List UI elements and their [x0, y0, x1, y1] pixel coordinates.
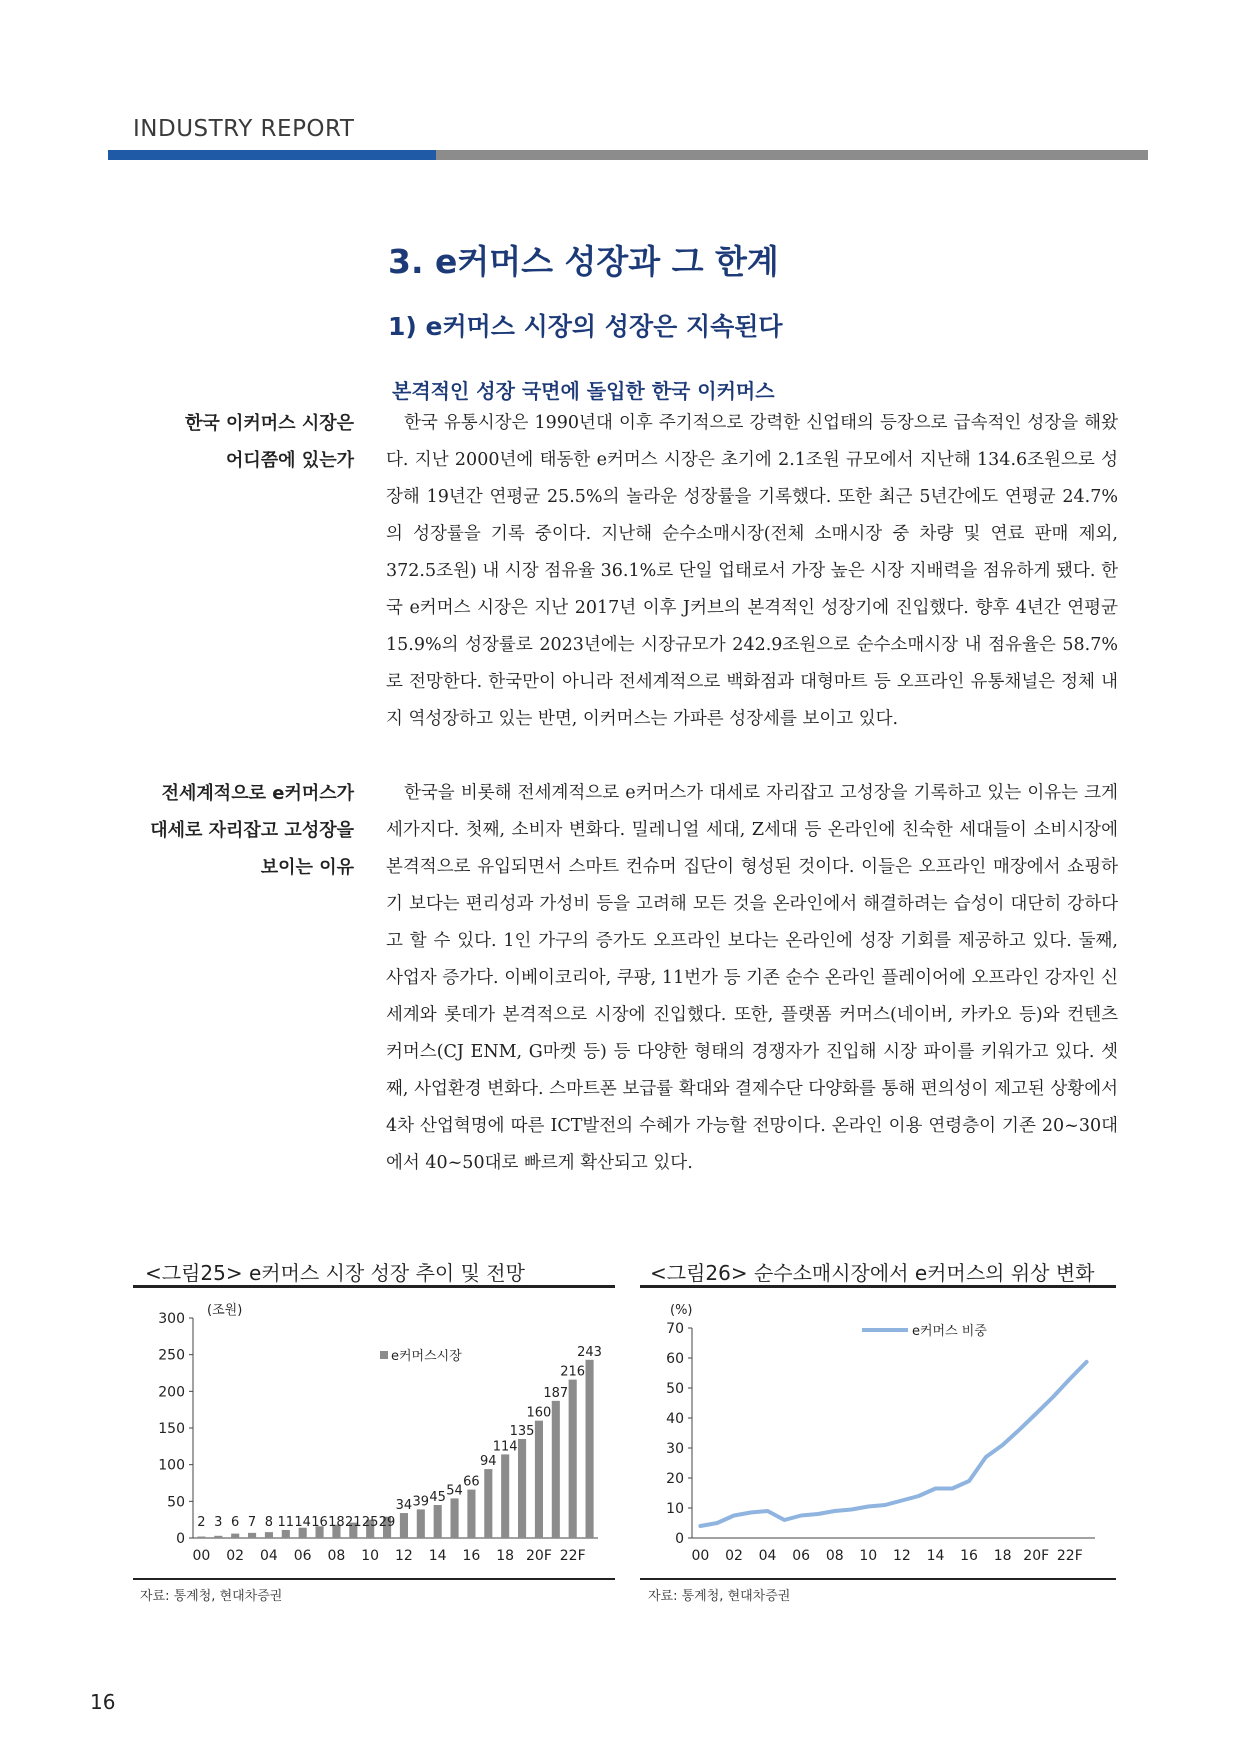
figure-26-bottom-rule — [640, 1578, 1116, 1580]
x-tick-label: 08 — [825, 1548, 844, 1564]
bar — [434, 1505, 442, 1538]
y-tick-label: 200 — [158, 1384, 185, 1401]
x-tick-label: 16 — [462, 1548, 481, 1564]
x-tick-label: 14 — [926, 1548, 945, 1564]
bar-value-label: 14 — [294, 1515, 311, 1530]
y-tick-label: 0 — [675, 1531, 684, 1547]
figure-25-top-rule — [133, 1285, 615, 1288]
x-tick-label: 22F — [1056, 1548, 1083, 1564]
y-tick-label: 150 — [158, 1421, 185, 1437]
bar-value-label: 11 — [277, 1515, 295, 1530]
bar-value-label: 243 — [577, 1344, 602, 1360]
bar — [586, 1360, 594, 1538]
y-tick-label: 30 — [666, 1441, 684, 1457]
page-number: 16 — [90, 1690, 116, 1714]
bar — [214, 1536, 222, 1538]
y-tick-label: 50 — [167, 1494, 185, 1511]
bar — [501, 1454, 509, 1538]
bar-value-label: 6 — [231, 1515, 240, 1530]
bar — [569, 1380, 577, 1538]
header-rule — [436, 150, 1148, 160]
bar — [265, 1532, 273, 1538]
paragraph-1: 한국 유통시장은 1990년대 이후 주기적으로 강력한 신업태의 등장으로 급속적인 성장을 해왔다. 지난 2000년에 태동한 e커머스 시장은 초기에 2.1조원 규모에서 지난해 134.6조원으로 성장해 19년간 연평균 25.5%의 놀라운 성장률을 기록했다. 또한 최근 5년간에도 연평균 24.7%의 성장률을 기록 중이다. 지난해 순수소매시장(전체 소매시장 중 차량 및 연료 판매 제외, 372.5조원) 내 시장 점유율 36.1%로 단일 업태로서 가장 높은 시장 지배력을 점유하게 됐다. 한국 e커머스 시장은 지난 2017년 이후 J커브의 본격적인 성장기에 진입했다. 향후 4년간 연평균 15.9%의 성장률로 2023년에는 시장규모가 242.9조원으로 순수소매시장 내 점유율은 58.7%로 전망한다. 한국만이 아니라 전세계적으로 백화점과 대형마트 등 오프라인 유통채널은 정체 내지 역성장하고 있는 반면, 이커머스는 가파른 성장세를 보이고 있다. — [386, 413, 1118, 729]
bar — [535, 1421, 543, 1538]
y-tick-label: 250 — [158, 1347, 185, 1364]
unit-label: (조원) — [207, 1303, 243, 1318]
paragraph-2: 한국을 비롯해 전세계적으로 e커머스가 대세로 자리잡고 고성장을 기록하고 있는 이유는 크게 세가지다. 첫째, 소비자 변화다. 밀레니얼 세대, Z세대 등 온라인에 친숙한 세대들이 소비시장에 본격적으로 유입되면서 스마트 컨슈머 집단이 형성된 것이다. 이들은 오프라인 매장에서 쇼핑하기 보다는 편리성과 가성비 등을 고려해 모든 것을 온라인에서 해결하려는 습성이 대단히 강하다고 할 수 있다. 1인 가구의 증가도 오프라인 보다는 온라인에 성장 기회를 제공하고 있다. 둘째, 사업자 증가다. 이베이코리아, 쿠팡, 11번가 등 기존 순수 온라인 플레이어에 오프라인 강자인 신세계와 롯데가 본격적으로 시장에 진입했다. 또한, 플랫폼 커머스(네이버, 카카오 등)와 컨텐츠 커머스(CJ ENM, G마켓 등) 등 다양한 형태의 경쟁자가 진입해 시장 파이를 키워가고 있다. 셋째, 사업환경 변화다. 스마트폰 보급률 확대와 결제수단 다양화를 통해 편의성이 제고된 상황에서 4차 산업혁명에 따른 ICT발전의 수혜가 가능할 전망이다. 온라인 이용 연령층이 기존 20~30대에서 40~50대로 빠르게 확산되고 있다. — [386, 783, 1118, 1173]
y-tick-label: 10 — [666, 1501, 684, 1517]
bar-value-label: 160 — [526, 1405, 552, 1421]
x-tick-label: 04 — [758, 1548, 777, 1564]
y-tick-label: 300 — [158, 1311, 185, 1327]
x-tick-label: 00 — [691, 1548, 710, 1564]
bar-value-label: 18 — [328, 1515, 345, 1530]
bar-value-label: 21 — [345, 1515, 362, 1530]
report-label: INDUSTRY REPORT — [133, 116, 355, 142]
x-tick-label: 08 — [327, 1548, 346, 1564]
figure-26-line-chart — [640, 1290, 1116, 1576]
bar-value-label: 7 — [247, 1515, 257, 1530]
bar-value-label: 29 — [378, 1515, 396, 1530]
bar — [400, 1513, 408, 1538]
x-tick-label: 20F — [1023, 1548, 1050, 1564]
sub-heading: 본격적인 성장 국면에 돌입한 한국 이커머스 — [392, 379, 775, 403]
side-note-1-line: 어디쯤에 있는가 — [226, 450, 354, 471]
y-tick-label: 50 — [666, 1381, 684, 1397]
bar-value-label: 114 — [492, 1439, 518, 1455]
x-tick-label: 04 — [260, 1548, 278, 1564]
x-tick-label: 20F — [526, 1548, 552, 1564]
y-tick-label: 40 — [666, 1411, 684, 1427]
legend-label: e커머스시장 — [391, 1349, 462, 1364]
x-tick-label: 10 — [859, 1548, 878, 1564]
bar — [282, 1530, 290, 1538]
side-note-1-line: 한국 이커머스 시장은 — [184, 413, 354, 434]
bar-value-label: 66 — [463, 1474, 480, 1490]
x-tick-label: 02 — [226, 1548, 245, 1564]
bar — [467, 1490, 475, 1538]
side-note-2 — [150, 775, 354, 886]
y-tick-label: 100 — [158, 1457, 185, 1474]
bar-value-label: 3 — [214, 1515, 223, 1530]
figure-26-top-rule — [640, 1285, 1116, 1288]
side-note-2-line: 대세로 자리잡고 고성장을 — [150, 820, 354, 841]
bar-value-label: 25 — [361, 1515, 379, 1530]
figure-25-title: <그림25> e커머스 시장 성장 추이 및 전망 — [145, 1261, 525, 1285]
figure-25-bottom-rule — [133, 1578, 615, 1580]
figure-26-source: 자료: 통계청, 현대차증권 — [648, 1589, 791, 1604]
x-tick-label: 00 — [192, 1548, 211, 1564]
y-tick-label: 20 — [666, 1471, 684, 1487]
bar-value-label: 54 — [446, 1483, 463, 1499]
bar-value-label: 34 — [395, 1498, 413, 1514]
x-tick-label: 16 — [960, 1548, 978, 1564]
legend-swatch — [380, 1351, 388, 1359]
bar-value-label: 16 — [311, 1515, 328, 1530]
bar — [248, 1533, 256, 1538]
unit-label: (%) — [670, 1303, 693, 1318]
x-tick-label: 12 — [892, 1548, 911, 1564]
x-tick-label: 22F — [559, 1548, 586, 1564]
section-title: 3. e커머스 성장과 그 한계 — [388, 242, 779, 281]
bar — [451, 1498, 459, 1538]
side-note-2-line: 보이는 이유 — [260, 857, 354, 878]
bar-value-label: 94 — [480, 1454, 497, 1470]
x-tick-label: 06 — [792, 1548, 811, 1564]
bar-value-label: 135 — [509, 1424, 535, 1439]
x-tick-label: 02 — [725, 1548, 743, 1564]
side-note-2-line: 전세계적으로 e커머스가 — [161, 783, 354, 804]
y-tick-label: 70 — [666, 1321, 684, 1337]
x-tick-label: 06 — [293, 1548, 312, 1564]
legend-label: e커머스 비중 — [912, 1324, 987, 1339]
bar-value-label: 45 — [429, 1490, 446, 1505]
bar — [417, 1509, 425, 1538]
x-tick-label: 10 — [361, 1548, 380, 1564]
bar-value-label: 39 — [412, 1494, 430, 1510]
x-tick-label: 18 — [496, 1548, 515, 1564]
bar — [552, 1401, 560, 1538]
x-tick-label: 12 — [395, 1548, 413, 1564]
bar-value-label: 216 — [560, 1364, 586, 1380]
y-tick-label: 60 — [666, 1351, 684, 1367]
x-tick-label: 14 — [428, 1548, 447, 1564]
bar-value-label: 187 — [543, 1385, 569, 1401]
bar — [231, 1534, 239, 1538]
side-note-1 — [185, 405, 354, 479]
x-tick-label: 18 — [993, 1548, 1012, 1564]
y-tick-label: 0 — [176, 1531, 185, 1547]
bar — [484, 1469, 492, 1538]
header-rule-accent — [108, 150, 436, 160]
series-line — [700, 1362, 1086, 1526]
subsection-title: 1) e커머스 시장의 성장은 지속된다 — [388, 312, 783, 341]
figure-26-title: <그림26> 순수소매시장에서 e커머스의 위상 변화 — [650, 1261, 1095, 1285]
bar — [518, 1439, 526, 1538]
figure-25-bar-chart — [133, 1290, 615, 1576]
bar — [197, 1537, 205, 1538]
bar-value-label: 8 — [264, 1515, 274, 1530]
figure-25-source: 자료: 통계청, 현대차증권 — [140, 1589, 283, 1604]
bar-value-label: 2 — [197, 1515, 206, 1530]
